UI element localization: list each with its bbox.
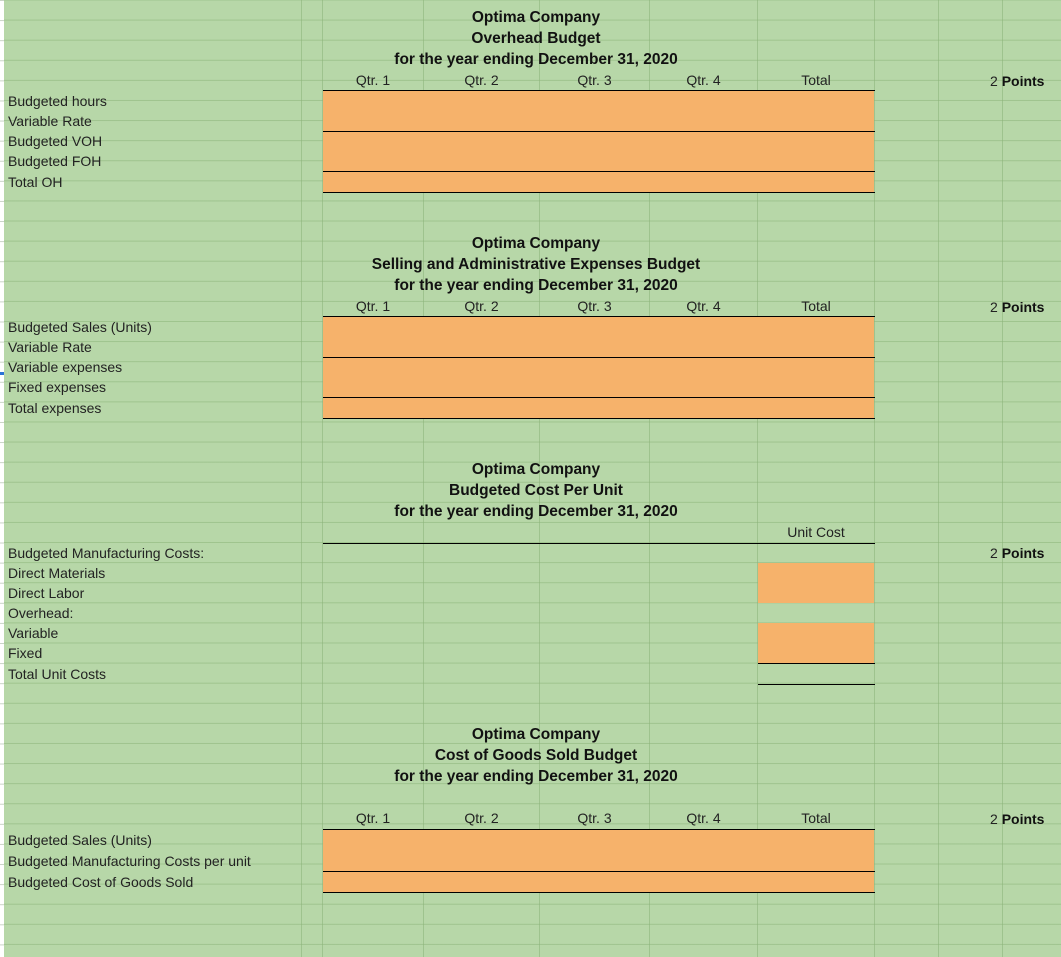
cogs-points: 2 Points (990, 811, 1045, 827)
selling-col-qtr4: Qtr. 4 (686, 298, 721, 314)
overhead-col-qtr4: Qtr. 4 (686, 72, 721, 88)
cogs-row-manufacturing-cost: Budgeted Manufacturing Costs per unit (8, 853, 251, 869)
unit-cost-col-header: Unit Cost (787, 524, 845, 540)
overhead-budget-title: Overhead Budget (471, 30, 601, 47)
gridline (874, 0, 875, 957)
selling-row-variable-rate: Variable Rate (8, 339, 92, 355)
cogs-col-total: Total (801, 810, 831, 826)
overhead-row-budgeted-hours: Budgeted hours (8, 93, 107, 109)
unit-cost-input-overhead[interactable] (758, 623, 874, 663)
overhead-points: 2 Points (990, 73, 1045, 89)
cogs-row-cost-of-goods-sold: Budgeted Cost of Goods Sold (8, 874, 194, 890)
gridline (301, 0, 302, 957)
overhead-col-total: Total (801, 72, 831, 88)
border-line (758, 663, 875, 664)
selling-period-title: for the year ending December 31, 2020 (394, 277, 678, 294)
overhead-row-budgeted-voh: Budgeted VOH (8, 133, 103, 149)
cogs-row-budgeted-sales: Budgeted Sales (Units) (8, 832, 152, 848)
cogs-col-qtr2: Qtr. 2 (464, 810, 499, 826)
overhead-col-qtr1: Qtr. 1 (355, 72, 391, 88)
overhead-company-title: Optima Company (471, 9, 601, 26)
overhead-col-qtr2: Qtr. 2 (464, 72, 499, 88)
selling-row-fixed-expenses: Fixed expenses (8, 379, 107, 395)
border-line (323, 397, 875, 398)
cogs-period-title: for the year ending December 31, 2020 (394, 768, 678, 785)
unit-cost-company-title: Optima Company (471, 461, 601, 478)
selling-budget-title: Selling and Administrative Expenses Budget (371, 256, 701, 273)
unit-cost-points: 2 Points (990, 545, 1045, 561)
overhead-row-variable-rate: Variable Rate (8, 113, 92, 129)
unit-cost-row-direct-labor: Direct Labor (8, 585, 85, 601)
overhead-row-total-oh: Total OH (8, 174, 63, 190)
cogs-col-qtr4: Qtr. 4 (686, 810, 721, 826)
selling-col-total: Total (801, 298, 831, 314)
selling-row-variable-expenses: Variable expenses (8, 359, 123, 375)
overhead-input-cells[interactable] (323, 91, 874, 192)
gridline (938, 0, 939, 957)
overhead-period-title: for the year ending December 31, 2020 (394, 51, 678, 68)
unit-cost-row-overhead: Overhead: (8, 605, 74, 621)
border-line (323, 171, 875, 172)
selling-row-budgeted-sales: Budgeted Sales (Units) (8, 319, 152, 335)
border-line (323, 892, 875, 893)
unit-cost-row-manufacturing: Budgeted Manufacturing Costs: (8, 545, 205, 561)
border-line (323, 871, 875, 872)
border-line (323, 418, 875, 419)
cogs-col-qtr3: Qtr. 3 (577, 810, 612, 826)
unit-cost-budget-title: Budgeted Cost Per Unit (449, 482, 623, 499)
selling-points: 2 Points (990, 299, 1045, 315)
border-line (758, 684, 875, 685)
border-line (323, 316, 875, 317)
border-line (323, 192, 875, 193)
unit-cost-row-direct-materials: Direct Materials (8, 565, 106, 581)
cogs-col-qtr1: Qtr. 1 (355, 810, 391, 826)
unit-cost-input-materials-labor[interactable] (758, 563, 874, 603)
selling-col-qtr1: Qtr. 1 (355, 298, 391, 314)
overhead-row-budgeted-foh: Budgeted FOH (8, 153, 102, 169)
unit-cost-row-total: Total Unit Costs (8, 666, 107, 682)
selling-company-title: Optima Company (471, 235, 601, 252)
border-line (323, 829, 875, 830)
border-line (323, 543, 875, 544)
unit-cost-row-variable: Variable (8, 625, 59, 641)
cogs-budget-title: Cost of Goods Sold Budget (434, 747, 638, 764)
cogs-company-title: Optima Company (471, 726, 601, 743)
border-line (323, 90, 875, 91)
overhead-col-qtr3: Qtr. 3 (577, 72, 612, 88)
selling-col-qtr2: Qtr. 2 (464, 298, 499, 314)
selling-row-total-expenses: Total expenses (8, 400, 102, 416)
unit-cost-period-title: for the year ending December 31, 2020 (394, 503, 678, 520)
border-line (323, 357, 875, 358)
border-line (323, 131, 875, 132)
cogs-input-cells[interactable] (323, 830, 874, 892)
selling-input-cells[interactable] (323, 317, 874, 418)
unit-cost-row-fixed: Fixed (8, 645, 43, 661)
selling-col-qtr3: Qtr. 3 (577, 298, 612, 314)
